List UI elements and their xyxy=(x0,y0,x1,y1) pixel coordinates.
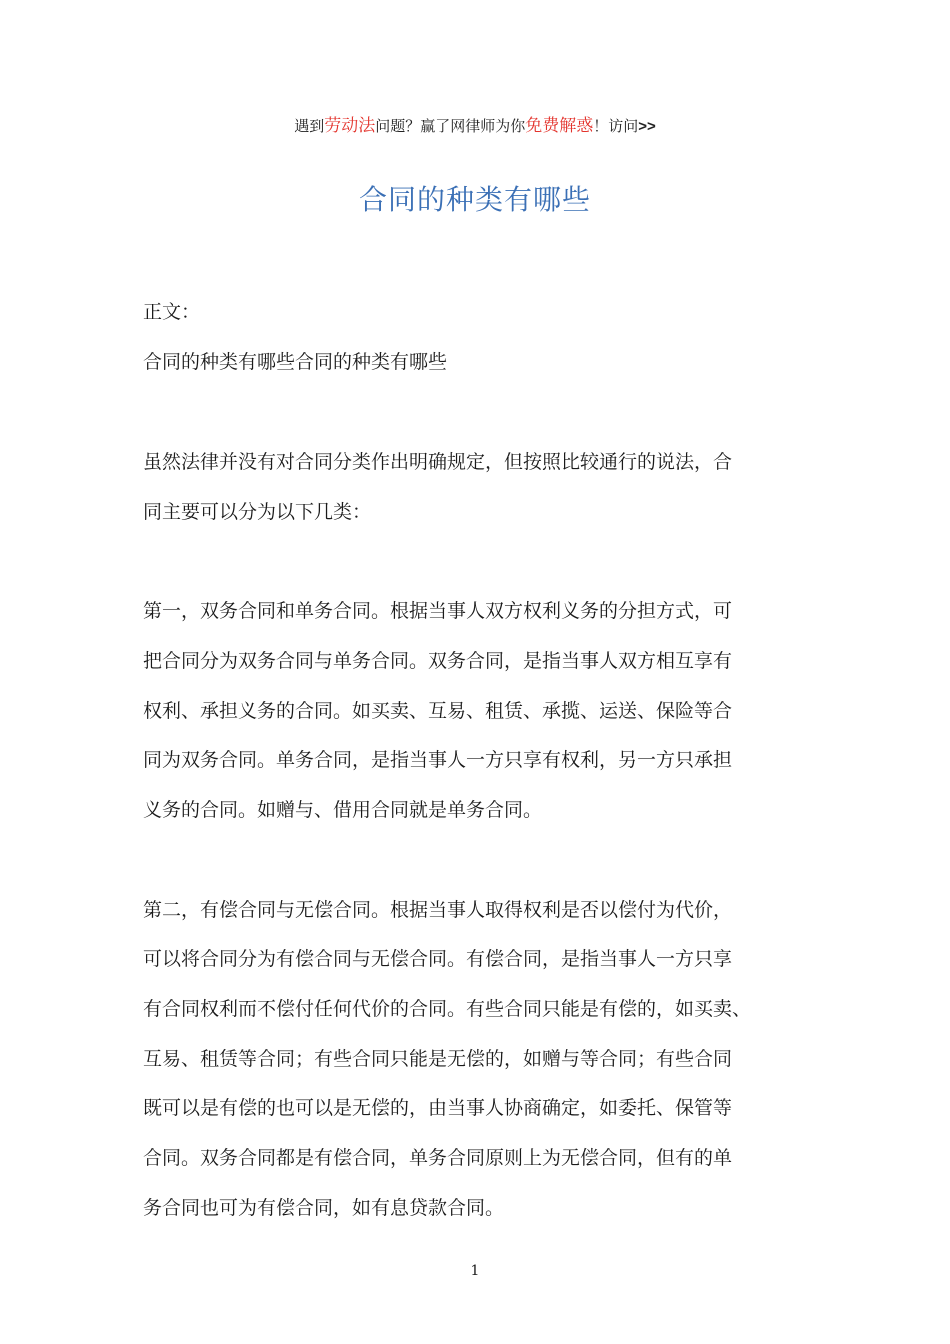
section1-line-1: 第一，双务合同和单务合同。根据当事人双方权利义务的分担方式，可 xyxy=(143,600,733,622)
section1-line-5: 义务的合同。如赠与、借用合同就是单务合同。 xyxy=(143,799,543,821)
section2-line-6: 合同。双务合同都是有偿合同，单务合同原则上为无偿合同，但有的单 xyxy=(143,1147,733,1169)
section2-line-5: 既可以是有偿的也可以是无偿的，由当事人协商确定，如委托、保管等 xyxy=(143,1097,733,1119)
section2-line-1: 第二，有偿合同与无偿合同。根据当事人取得权利是否以偿付为代价， xyxy=(143,899,733,921)
banner-visit-link[interactable]: >> xyxy=(638,118,656,135)
intro-line-1: 虽然法律并没有对合同分类作出明确规定，但按照比较通行的说法，合 xyxy=(143,451,733,473)
body-label: 正文： xyxy=(143,301,201,323)
banner-text-3: ！访问 xyxy=(593,117,639,135)
section1-line-3: 权利、承担义务的合同。如买卖、互易、租赁、承揽、运送、保险等合 xyxy=(143,700,733,722)
section2-line-3: 有合同权利而不偿付任何代价的合同。有些合同只能是有偿的，如买卖、 xyxy=(143,998,752,1020)
banner-text-1: 遇到 xyxy=(294,117,325,135)
section2-line-2: 可以将合同分为有偿合同与无偿合同。有偿合同，是指当事人一方只享 xyxy=(143,948,733,970)
promo-banner[interactable] xyxy=(0,114,950,139)
section2-line-7: 务合同也可为有偿合同，如有息贷款合同。 xyxy=(143,1197,505,1219)
banner-text-2: 问题？赢了网律师为你 xyxy=(375,117,526,135)
section1-line-4: 同为双务合同。单务合同，是指当事人一方只享有权利，另一方只承担 xyxy=(143,749,733,771)
body-subtitle: 合同的种类有哪些合同的种类有哪些 xyxy=(143,351,448,373)
intro-line-2: 同主要可以分为以下几类： xyxy=(143,501,372,523)
document-title: 合同的种类有哪些 xyxy=(358,183,591,216)
banner-highlight-free-answer[interactable]: 免费解惑 xyxy=(525,116,594,136)
banner-highlight-labor-law[interactable]: 劳动法 xyxy=(324,116,376,136)
section1-line-2: 把合同分为双务合同与单务合同。双务合同，是指当事人双方相互享有 xyxy=(143,650,733,672)
page-number: 1 xyxy=(470,1263,480,1279)
section2-line-4: 互易、租赁等合同；有些合同只能是无偿的，如赠与等合同；有些合同 xyxy=(143,1048,733,1070)
